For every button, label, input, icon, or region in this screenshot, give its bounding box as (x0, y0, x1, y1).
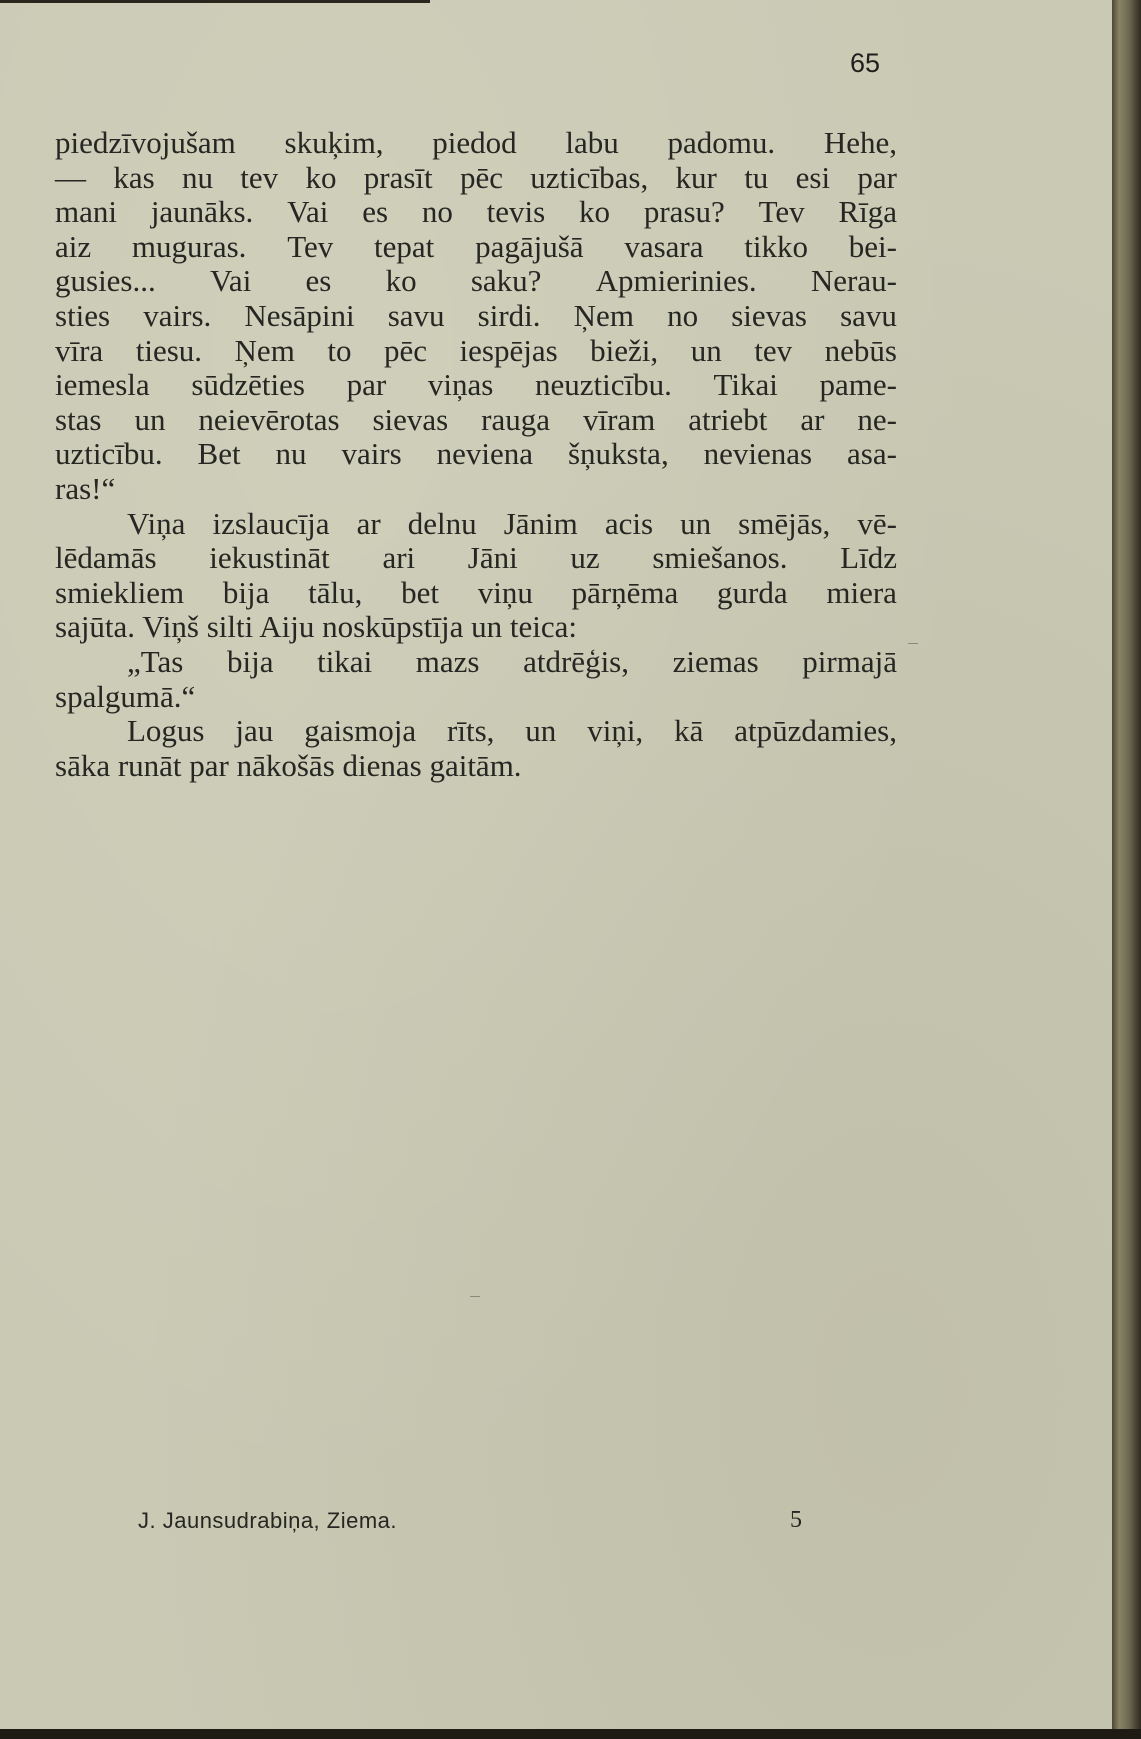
word: es (362, 194, 389, 230)
word: tu (744, 159, 769, 195)
word: atpūzdamies, (734, 713, 897, 749)
word: piedod (432, 125, 517, 160)
word: ne- (857, 401, 897, 437)
word: gurda (717, 574, 788, 610)
word: un (680, 505, 712, 541)
word: acis (604, 505, 654, 541)
word: smiekliem (55, 574, 185, 610)
word: jau (235, 713, 274, 749)
text-line (55, 126, 897, 161)
word: muguras. (131, 228, 247, 264)
word: nebūs (824, 332, 897, 368)
text-line (55, 541, 897, 576)
word: „Tas (127, 643, 184, 679)
word: labu (565, 125, 619, 160)
text-line (55, 334, 897, 369)
text-line (55, 507, 897, 542)
word: tev (754, 332, 793, 368)
word: smējās, (738, 505, 831, 541)
word: asa- (847, 436, 897, 472)
text-line (55, 645, 897, 680)
body-text (55, 126, 897, 783)
text-line (55, 161, 897, 196)
word: miera (826, 574, 897, 610)
word: pēc (383, 332, 427, 368)
word: nu (275, 436, 307, 472)
word: uzticību. (55, 436, 163, 472)
word: no (421, 194, 453, 230)
word: uz (570, 540, 600, 576)
word: bija (222, 574, 270, 610)
text-line (55, 403, 897, 438)
text-line (55, 195, 897, 230)
word: esi (795, 159, 831, 195)
word: iekustināt (209, 540, 330, 576)
word: savu (840, 297, 897, 333)
word: neievērotas (198, 401, 340, 437)
word: vairs (341, 436, 402, 472)
word: Nerau- (810, 263, 897, 299)
word: skuķim, (284, 125, 384, 160)
word: Apmierinies. (595, 263, 757, 299)
text-line (55, 368, 897, 403)
text-line (55, 230, 897, 265)
margin-dash (908, 643, 918, 644)
word: piedzīvojušam (55, 125, 236, 160)
word: to (327, 332, 352, 368)
text-line (55, 714, 897, 749)
word: tevis (486, 194, 546, 230)
word: kas (113, 159, 155, 195)
word: ko (385, 263, 417, 299)
word: aiz (55, 228, 92, 264)
word: Vai (287, 194, 329, 230)
word: saku? (470, 263, 542, 299)
word: uzticības, (530, 159, 649, 195)
word: stas (55, 401, 102, 437)
word: savu (387, 297, 445, 333)
word: par (346, 367, 387, 403)
word: vasara (624, 228, 704, 264)
word: pagājušā (475, 228, 584, 264)
word: ar (800, 401, 825, 437)
word: Viņa (127, 505, 186, 541)
text-line (55, 299, 897, 334)
word: Līdz (840, 540, 897, 576)
word: pēc (459, 159, 503, 195)
word: nu (181, 159, 213, 195)
word: izslaucīja (212, 505, 330, 541)
word: Logus (127, 713, 205, 749)
word: viņu (477, 574, 533, 610)
word: Vai (209, 263, 252, 299)
word: mazs (415, 643, 480, 679)
footer-sheet-mark: 5 (790, 1507, 802, 1533)
word: atriebt (688, 401, 768, 437)
word: Ņem (234, 332, 295, 368)
word: ar (356, 505, 381, 541)
word: vīra (55, 332, 104, 368)
word: pame- (819, 367, 897, 403)
word: sties (55, 297, 111, 333)
word: Tikai (713, 367, 778, 403)
word: viņi, (587, 713, 644, 749)
word: delnu (407, 505, 477, 541)
word: gaismoja (304, 713, 417, 749)
word: mani (55, 194, 117, 230)
word: tikko (744, 228, 808, 264)
word: ko (579, 194, 611, 230)
word: bei- (848, 228, 897, 264)
word: kur (675, 159, 717, 195)
word: nevienas (703, 436, 813, 472)
word: ari (382, 540, 416, 576)
word: un (134, 401, 166, 437)
word: pirmajā (802, 643, 897, 679)
footer-signature: J. Jaunsudrabiņa, Ziema. (138, 1508, 398, 1533)
word: Hehe, (823, 125, 897, 160)
word: tālu, (308, 574, 363, 610)
word: tev (240, 159, 279, 195)
text-line: spalgumā.“ (55, 678, 196, 714)
word: neuzticību. (534, 367, 672, 403)
word: bieži, (590, 332, 659, 368)
word: no (667, 297, 699, 333)
word: prasu? (643, 194, 725, 230)
word: sievas (372, 401, 449, 437)
word: Tev (287, 228, 334, 264)
word: iemesla (55, 367, 150, 403)
text-line: sajūta. Viņš silti Aiju noskūpstīja un teica: (55, 609, 577, 645)
word: Nesāpini (244, 297, 355, 333)
word: rīts, (447, 713, 495, 749)
word: un (525, 713, 557, 749)
text-line (55, 576, 897, 611)
word: Ņem (573, 297, 634, 333)
word: Rīga (838, 194, 897, 230)
text-line: ras!“ (55, 470, 116, 506)
word: gusies... (55, 263, 156, 299)
word: prasīt (363, 159, 433, 195)
text-line (55, 264, 897, 299)
word: ko (305, 159, 337, 195)
word: bet (401, 574, 439, 610)
word: Jānim (503, 505, 578, 541)
word: jaunāks. (150, 194, 254, 230)
word: es (305, 263, 332, 299)
word: Jāni (467, 540, 518, 576)
binding-edge (1112, 0, 1141, 1739)
word: vairs. (143, 297, 212, 333)
word: un (690, 332, 722, 368)
word: šņuksta, (567, 436, 669, 472)
word: neviena (436, 436, 534, 472)
word: — (55, 159, 86, 195)
bottom-edge (0, 1729, 1141, 1739)
text-line (55, 437, 897, 472)
text-line: sāka runāt par nākošās dienas gaitām. (55, 747, 522, 783)
word: Tev (758, 194, 805, 230)
top-edge-rule (0, 0, 430, 3)
word: sirdi. (477, 297, 541, 333)
word: par (857, 159, 897, 195)
word: iespējas (459, 332, 558, 368)
word: vīram (582, 401, 656, 437)
word: ziemas (672, 643, 759, 679)
word: sievas (731, 297, 807, 333)
word: Bet (197, 436, 241, 472)
margin-dash (470, 1296, 480, 1297)
word: lēdamās (55, 540, 157, 576)
word: tepat (374, 228, 435, 264)
word: smiešanos. (652, 540, 788, 576)
word: kā (674, 713, 704, 749)
word: viņas (427, 367, 494, 403)
word: sūdzēties (191, 367, 305, 403)
word: bija (226, 643, 274, 679)
page-number: 65 (850, 48, 881, 78)
word: padomu. (667, 125, 776, 160)
word: pārņēma (571, 574, 679, 610)
word: atdrēģis, (523, 643, 629, 679)
word: rauga (481, 401, 551, 437)
word: tiesu. (135, 332, 203, 368)
word: vē- (857, 505, 897, 541)
word: tikai (317, 643, 373, 679)
